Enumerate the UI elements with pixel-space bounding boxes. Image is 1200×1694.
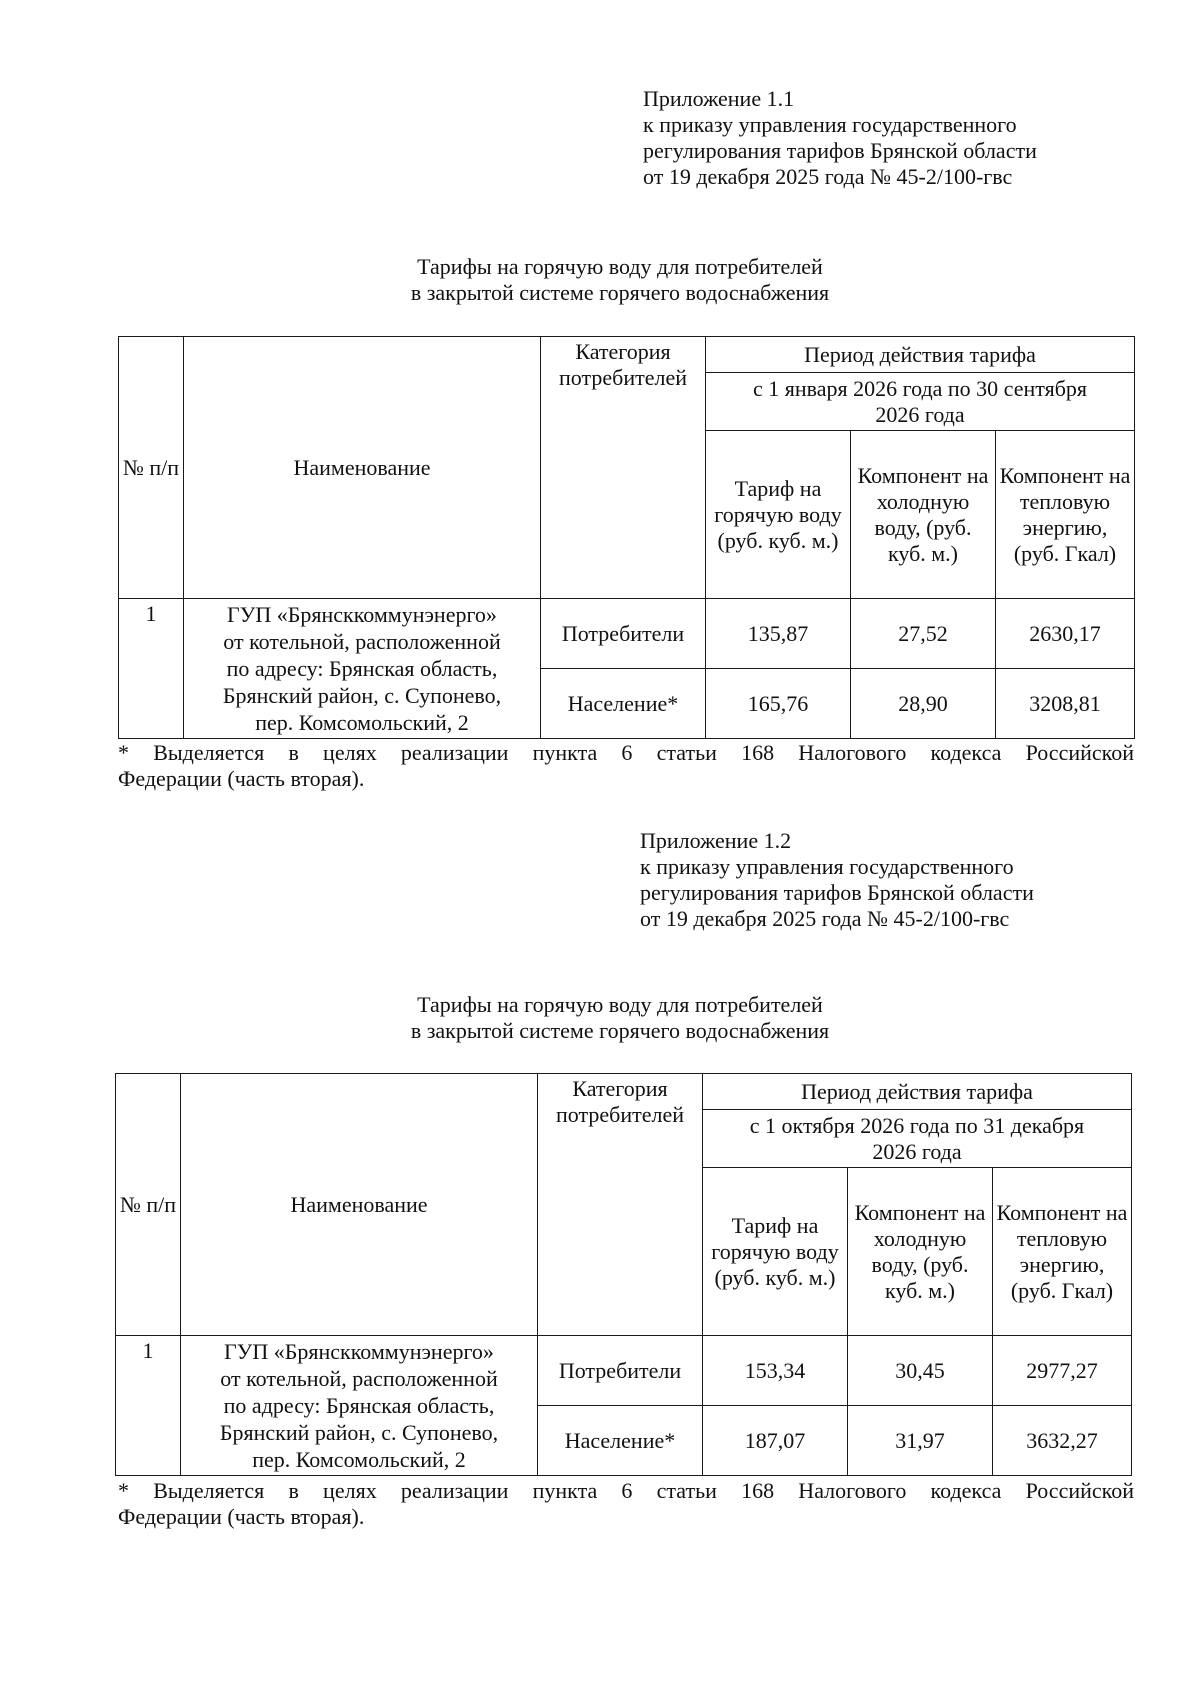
appendix-line: регулирования тарифов Брянской области <box>640 880 1034 905</box>
heading-line: в закрытой системе горячего водоснабжения <box>410 1018 830 1043</box>
heading-line: Тарифы на горячую воду для потребителей <box>417 254 823 279</box>
category-cell: Потребители <box>538 1336 703 1406</box>
heading-line: в закрытой системе горячего водоснабжения <box>410 280 830 305</box>
footnote-line: * Выделяется в целях реализации пункта 6 статьи 168 Налогового кодекса Российской <box>118 740 1134 765</box>
footnote-2 <box>118 1478 1134 1530</box>
heat-value: 2977,27 <box>993 1336 1132 1406</box>
heat-value: 2630,17 <box>996 599 1135 669</box>
header-tariff: Тариф на горячую воду (руб. куб. м.) <box>703 1168 848 1336</box>
tariff-table-1 <box>118 336 1135 739</box>
header-number: № п/п <box>119 337 184 599</box>
footnote-1 <box>118 740 1134 792</box>
appendix-line: от 19 декабря 2025 года № 45-2/100-гвс <box>640 906 1010 931</box>
header-number: № п/п <box>116 1074 181 1336</box>
header-period-range: с 1 января 2026 года по 30 сентября 2026 года <box>706 373 1135 431</box>
heat-value: 3208,81 <box>996 669 1135 739</box>
header-period: Период действия тарифа <box>703 1074 1132 1110</box>
header-name: Наименование <box>184 337 541 599</box>
cold-value: 28,90 <box>851 669 996 739</box>
appendix-line: к приказу управления государственного <box>640 854 1014 879</box>
organization-name: ГУП «Брянсккоммунэнерго» от котельной, расположенной по адресу: Брянская область, Брянский район, с. Супонево, пер. Комсомольский, 2 <box>181 1336 538 1476</box>
table-heading-2 <box>0 992 1200 1044</box>
tariff-value: 153,34 <box>703 1336 848 1406</box>
appendix-line: регулирования тарифов Брянской области <box>643 138 1037 163</box>
appendix-line: к приказу управления государственного <box>643 112 1017 137</box>
row-number: 1 <box>116 1336 181 1476</box>
footnote-line: * Выделяется в целях реализации пункта 6 статьи 168 Налогового кодекса Российской <box>118 1478 1134 1503</box>
appendix-block-1 <box>643 86 1037 190</box>
appendix-line: от 19 декабря 2025 года № 45-2/100-гвс <box>643 164 1013 189</box>
appendix-title: Приложение 1.2 <box>640 828 792 853</box>
organization-name: ГУП «Брянсккоммунэнерго» от котельной, расположенной по адресу: Брянская область, Брянский район, с. Супонево, пер. Комсомольский, 2 <box>184 599 541 739</box>
header-heat-component: Компонент на тепловую энергию, (руб. Гкал) <box>996 431 1135 599</box>
footnote-line: Федерации (часть вторая). <box>118 766 365 791</box>
tariff-value: 165,76 <box>706 669 851 739</box>
cold-value: 27,52 <box>851 599 996 669</box>
header-cold-component: Компонент на холодную воду, (руб. куб. м.) <box>848 1168 993 1336</box>
footnote-line: Федерации (часть вторая). <box>118 1504 365 1529</box>
cold-value: 30,45 <box>848 1336 993 1406</box>
header-period-range: с 1 октября 2026 года по 31 декабря 2026 года <box>703 1110 1132 1168</box>
tariff-value: 187,07 <box>703 1406 848 1476</box>
header-category: Категория потребителей <box>541 337 706 599</box>
appendix-title: Приложение 1.1 <box>643 86 795 111</box>
category-cell: Население* <box>538 1406 703 1476</box>
heat-value: 3632,27 <box>993 1406 1132 1476</box>
cold-value: 31,97 <box>848 1406 993 1476</box>
header-tariff: Тариф на горячую воду (руб. куб. м.) <box>706 431 851 599</box>
header-heat-component: Компонент на тепловую энергию, (руб. Гкал) <box>993 1168 1132 1336</box>
category-cell: Население* <box>541 669 706 739</box>
heading-line: Тарифы на горячую воду для потребителей <box>417 992 823 1017</box>
header-name: Наименование <box>181 1074 538 1336</box>
category-cell: Потребители <box>541 599 706 669</box>
header-cold-component: Компонент на холодную воду, (руб. куб. м.) <box>851 431 996 599</box>
row-number: 1 <box>119 599 184 739</box>
table-heading-1 <box>0 254 1200 306</box>
header-period: Период действия тарифа <box>706 337 1135 373</box>
tariff-value: 135,87 <box>706 599 851 669</box>
tariff-table-2 <box>115 1073 1132 1476</box>
header-category: Категория потребителей <box>538 1074 703 1336</box>
appendix-block-2 <box>640 828 1034 932</box>
